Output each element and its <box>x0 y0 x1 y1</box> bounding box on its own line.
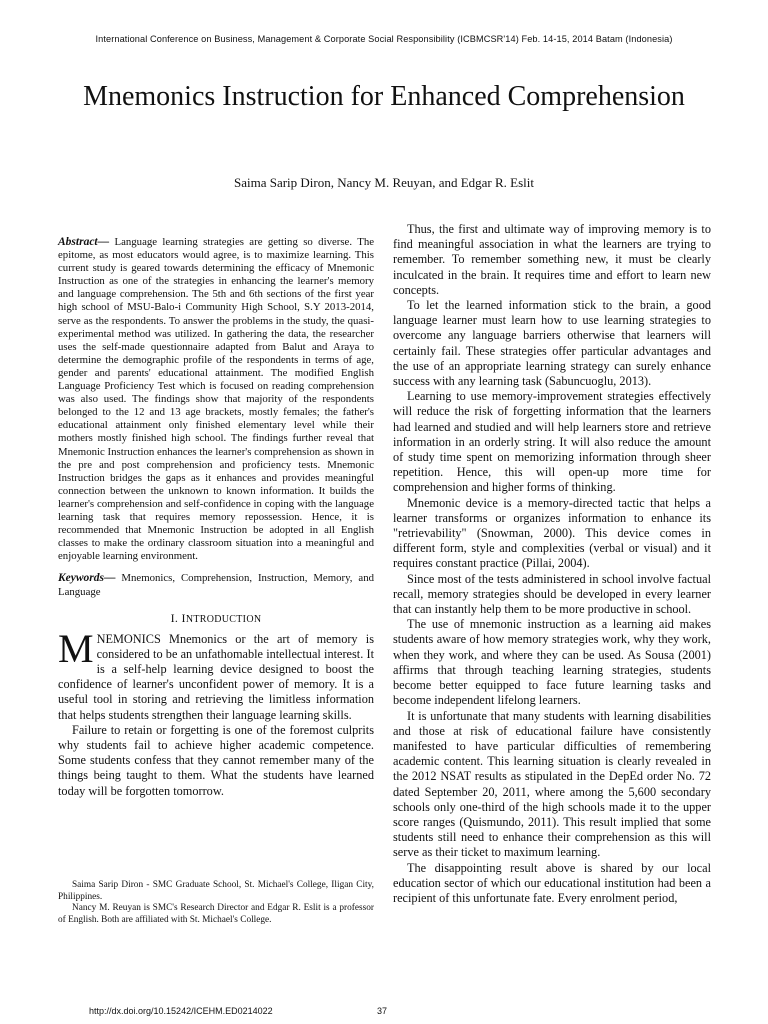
body-paragraph: Since most of the tests administered in school involve factual recall, memory strategies should be developed in every learner that can instantly help them to be more productive in school. <box>393 571 711 617</box>
footnote-1: Saima Sarip Diron - SMC Graduate School, St. Michael's College, Iligan City, Philippines. <box>58 880 374 902</box>
keywords-text: Mnemonics, Comprehension, Instruction, Memory, and Language <box>58 572 374 599</box>
intro-paragraph-2: Failure to retain or forgetting is one of the foremost culprits why students fail to achieve higher academic competence. Some students confess that they cannot remember many of the things being taught to them. What the students have learned today will be forgotten tomorrow. <box>58 722 374 798</box>
body-paragraph: Mnemonic device is a memory-directed tactic that helps a learner transforms or organizes information to enhance its "retrievability" (Snowman, 2000). This device comes in different form, style and complexities (verbal or visual) and it requires constant practice (Pillai, 2004). <box>393 495 711 571</box>
dropcap-smallcaps: NEMONICS <box>96 631 161 646</box>
section-heading-initial: I <box>181 611 186 626</box>
abstract-text: Language learning strategies are getting so diverse. The epitome, as most educators would agree, is to maximize learning. This current study is geared towards determining the efficacy of Mnemonic Instruction as one of the strategies in enhancing the learner's memory and language comprehension. The 5th and 6th sections of the first year high school of MSU-Balo-i Community High School, S.Y 2013-2014, serve as the respondents. To answer the problems in the study, the quasi-experimental method was utilized. In gathering the data, the researcher uses the self-made questionnaire adapted from Balut and Araya to determine the demographic profile of the respondents in terms of age, gender and parents' educational attainment. The modified English Language Proficiency Test which is focused on reading comprehension was also used. The findings show that majority of the respondents belonged to the 12 and 13 age brackets, mostly females; the father's educational attainment only finished elementary level while their mothers mostly finished high school. The findings further reveal that Mnemonic Instruction enhances the learner's comprehension as shown in the pre and post comprehension and proficiency tests. Mnemonic Instruction bridges the gaps as it enhances and provides meaningful connection between the unknown to known information. It builds the learner's comprehension and self-confidence in coping with the language learning task that requires memory repossession. Hence, it is recommended that Mnemonic Instruction be adopted in all English classes to make the ordinary classroom situation into a meaningful and enjoyable learning environment. <box>58 236 375 563</box>
body-paragraph: Thus, the first and ultimate way of improving memory is to find meaningful association in what the learners are trying to remember. To remember something new, it must be clearly inculcated in the brain. It requires time and effort to learn new concepts. <box>393 222 711 297</box>
abstract-label: Abstract— <box>58 236 110 248</box>
abstract <box>58 236 374 563</box>
section-number: I. <box>170 611 179 626</box>
intro-paragraph-1 <box>58 625 374 723</box>
author-list: Saima Sarip Diron, Nancy M. Reuyan, and Edgar R. Eslit <box>233 175 535 190</box>
body-paragraph: It is unfortunate that many students with learning disabilities and those at risk of educational failure have consistently manifested to have particular difficulties of remembering academic content. This learning situation is clearly revealed in the 2012 NSAT results as stipulated in the DepEd order No. 72 dated September 20, 2011, where among the 5,600 secondary schools only one-third of the high schools made it to the upper score ranges (Quismundo, 2011). This result implied that some students still need to enhance their comprehension as this will serve as their ticket to maximum learning. <box>393 708 711 860</box>
footnote-2: Nancy M. Reuyan is SMC's Research Director and Edgar R. Eslit is a professor of English. Both are affiliated with St. Michael's College. <box>58 903 374 925</box>
section-heading-rest: NTRODUCTION <box>185 614 262 626</box>
page-number: 37 <box>377 1006 388 1016</box>
keywords-label: Keywords— <box>58 572 116 585</box>
body-paragraph: The use of mnemonic instruction as a learning aid makes students aware of how memory strategies work, why they work, when they work, and where they can be used. As Sousa (2001) affirms that through teaching learning strategies, students become better equipped to face future learning tasks and become independent lifelong learners. <box>393 617 711 708</box>
keywords <box>58 571 374 599</box>
body-paragraph: Learning to use memory-improvement strategies effectively will reduce the risk of forgetting information that the learners had learned and studied and will help learners store and retrieve information in an orderly string. It will also reduce the amount of study time spent on memorizing information through sheer repetition. Hence, this will open-up more time for comprehension and higher forms of thinking. <box>393 389 711 495</box>
conference-header: International Conference on Business, Management & Corporate Social Responsibility (ICBMCSR'14) Feb. 14-15, 2014 Batam (Indonesia) <box>95 34 673 44</box>
right-column <box>393 222 711 906</box>
intro-paragraph-1-text: Mnemonics or the art of memory is considered to be an unfathomable intellectual interest. It is a self-help learning device designed to boost the confidence of learner's unconfident power of memory. It is a useful tool in storing and retrieving the limitless information that helps students strengthen their language learning skills. <box>58 631 374 722</box>
footnotes <box>58 880 374 926</box>
paper-title: Mnemonics Instruction for Enhanced Comprehension <box>83 81 685 112</box>
body-paragraph: To let the learned information stick to the brain, a good language learner must learn how to use learning strategies to overcome any language barriers otherwise that learners will certainly fail. These strategies offer particular advantages and the use of an appropriate learning strategy can surely enhance success with any learning task (Sabuncuoglu, 2013). <box>393 298 711 389</box>
dropcap-letter: M <box>58 625 94 671</box>
section-heading-introduction <box>58 611 374 627</box>
left-column <box>58 222 374 799</box>
doi-link[interactable]: http://dx.doi.org/10.15242/ICEHM.ED0214022 <box>89 1006 273 1016</box>
body-paragraph: The disappointing result above is shared by our local education sector of which our educational institution had been a recipient of this unfortunate fate. Every enrolment period, <box>393 860 711 905</box>
